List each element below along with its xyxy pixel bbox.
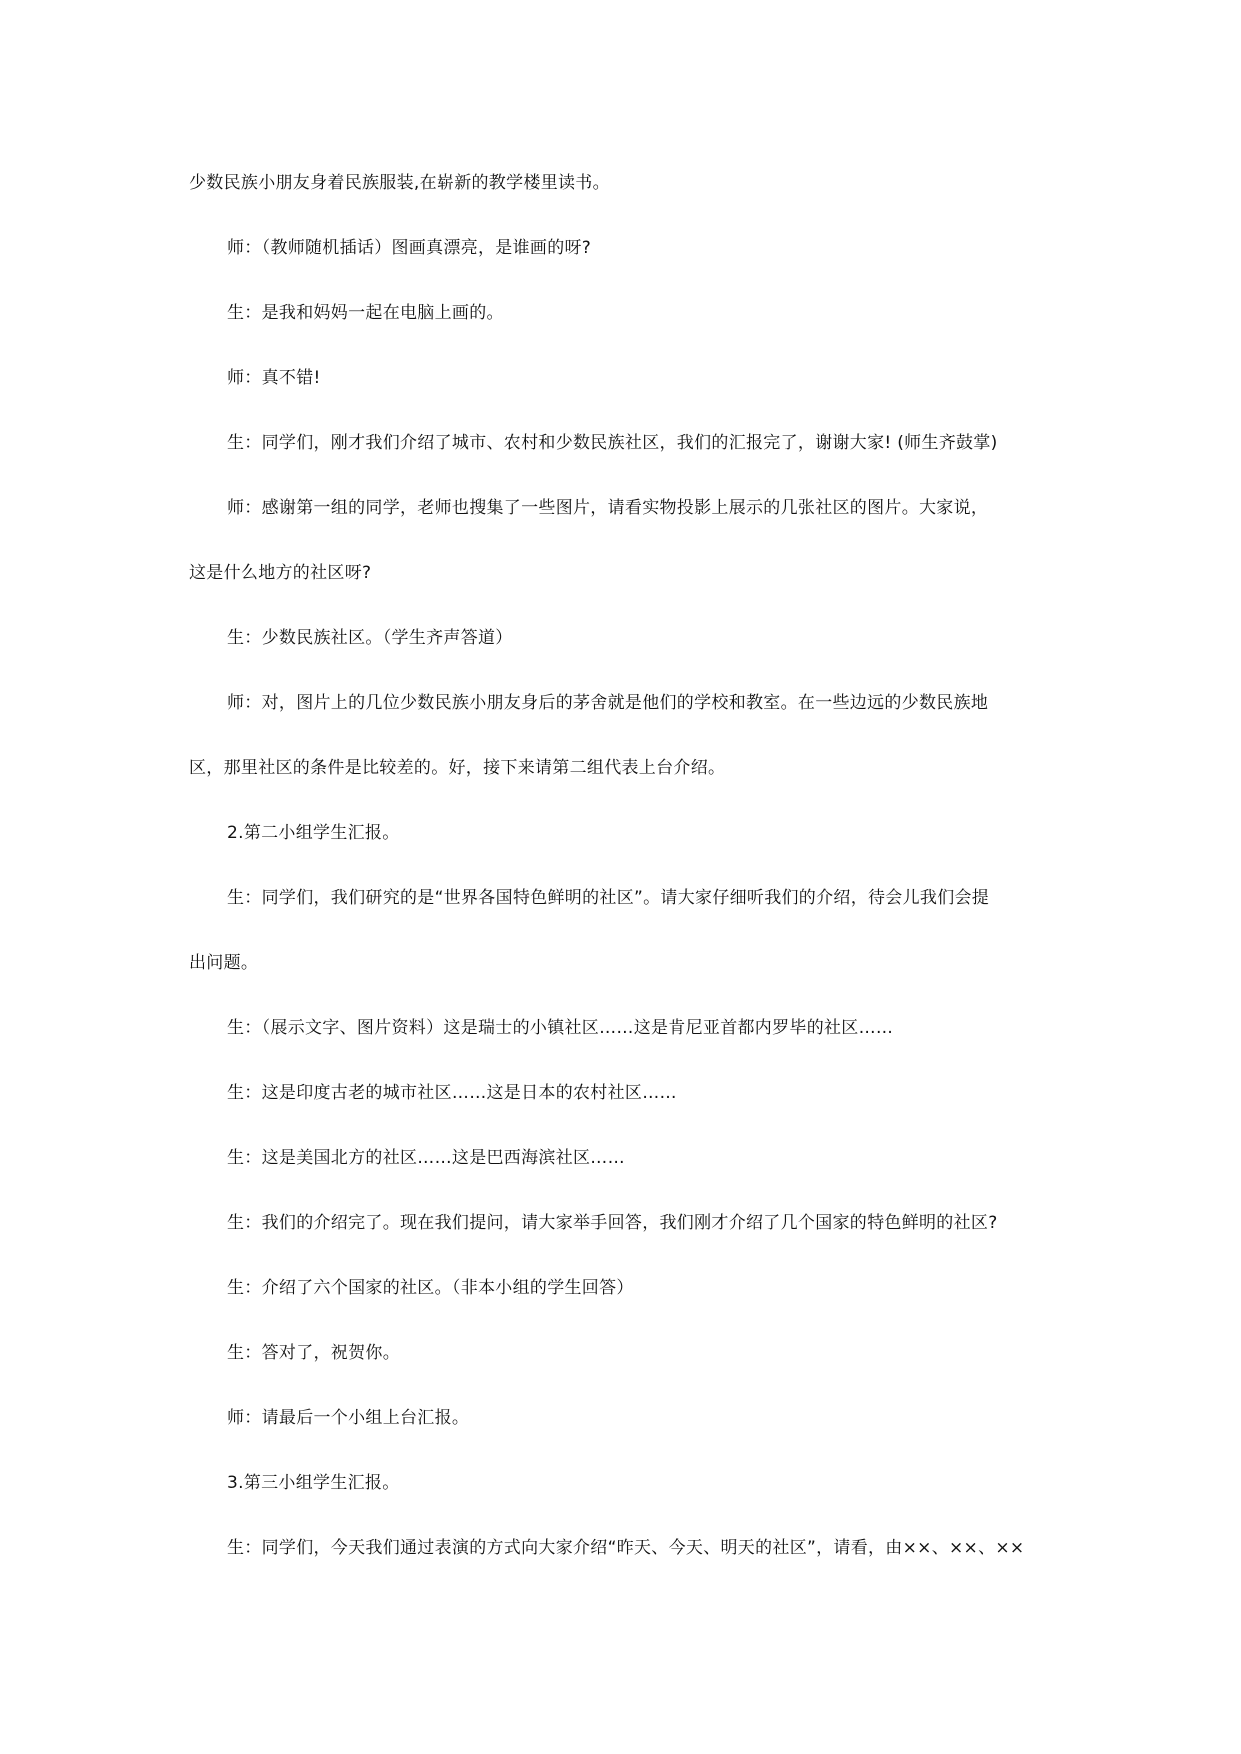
text-line: 生：答对了，祝贺你。 (227, 1343, 400, 1363)
text-line: 师：（教师随机插话）图画真漂亮，是谁画的呀? (227, 238, 592, 258)
text-line: 少数民族小朋友身着民族服装,在崭新的教学楼里读书。 (189, 173, 610, 193)
text-line: 出问题。 (189, 953, 259, 973)
text-line: 师：对，图片上的几位少数民族小朋友身后的茅舍就是他们的学校和教室。在一些边远的少数民族地 (227, 693, 989, 713)
text-line: 生：是我和妈妈一起在电脑上画的。 (227, 303, 504, 323)
text-line: 师：感谢第一组的同学，老师也搜集了一些图片，请看实物投影上展示的几张社区的图片。大家说， (227, 498, 989, 518)
section-heading: 3.第三小组学生汇报。 (227, 1473, 400, 1493)
text-line: 师：请最后一个小组上台汇报。 (227, 1408, 470, 1428)
text-line: 生：这是美国北方的社区……这是巴西海滨社区…… (227, 1148, 625, 1168)
text-line: 生：这是印度古老的城市社区……这是日本的农村社区…… (227, 1083, 677, 1103)
text-line: 生：同学们，我们研究的是“世界各国特色鲜明的社区”。请大家仔细听我们的介绍，待会儿我们会提 (227, 888, 990, 908)
text-line: 生：介绍了六个国家的社区。（非本小组的学生回答） (227, 1278, 634, 1298)
text-line: 区，那里社区的条件是比较差的。好，接下来请第二组代表上台介绍。 (189, 758, 726, 778)
section-heading: 2.第二小组学生汇报。 (227, 823, 400, 843)
text-line: 生：（展示文字、图片资料）这是瑞士的小镇社区……这是肯尼亚首都内罗毕的社区…… (227, 1018, 894, 1038)
text-line: 这是什么地方的社区呀? (189, 563, 372, 583)
text-line: 生：我们的介绍完了。现在我们提问，请大家举手回答，我们刚才介绍了几个国家的特色鲜明的社区? (227, 1213, 998, 1233)
text-line: 生：同学们，今天我们通过表演的方式向大家介绍“昨天、今天、明天的社区”，请看，由××、××、×× (227, 1538, 1025, 1558)
text-line: 师：真不错! (227, 368, 321, 388)
text-line: 生：同学们，刚才我们介绍了城市、农村和少数民族社区，我们的汇报完了，谢谢大家! (师生齐鼓掌) (227, 433, 998, 453)
text-line: 生：少数民族社区。（学生齐声答道） (227, 628, 513, 648)
